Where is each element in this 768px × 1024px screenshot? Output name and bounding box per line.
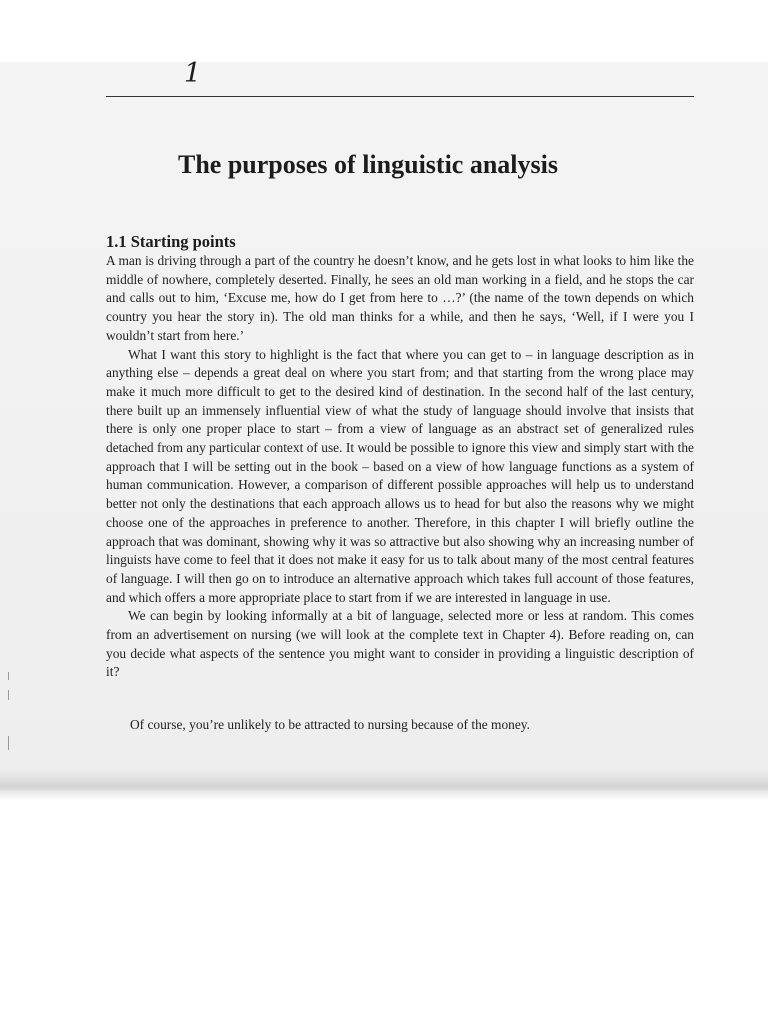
- margin-mark: [8, 690, 9, 700]
- section-heading: 1.1 Starting points: [106, 232, 236, 251]
- paragraph: What I want this story to highlight is the fact that where you can get to – in language description as in anything else – depends a great deal on where you start from; and that starting from the wrong place may make it much more difficult to get to the desired kind of destination. In the second half of the last century, there built up an immensely influential view of what the study of language should involve that insists that there is only one proper place to start – from a view of language as an abstract set of generalized rules detached from any particular context of use. It would be possible to ignore this view and simply start with the approach that I will be setting out in the book – based on a view of how language functions as a system of human communication. However, a comparison of different possible approaches will help us to understand better not only the destinations that each approach allows us to head for but also the reasons why we might choose one of the approaches in preference to another. Therefore, in this chapter I will briefly outline the approach that was dominant, showing why it was so attractive but also showing why an increasing number of linguists have come to feel that it does not make it easy for us to talk about many of the most central features of language. I will then go on to introduce an alternative approach which takes full account of those features, and which offers a more appropriate place to start from if we are interested in language in use.: [106, 346, 694, 605]
- example-sentence: Of course, you’re unlikely to be attracted to nursing because of the money.: [130, 717, 530, 732]
- chapter-title: The purposes of linguistic analysis: [178, 150, 558, 179]
- margin-mark: [8, 736, 9, 750]
- page-edge-shadow: [0, 770, 768, 800]
- chapter-number: 1: [184, 58, 202, 89]
- header-rule: [106, 96, 694, 97]
- paragraph: We can begin by looking informally at a bit of language, selected more or less at random. This comes from an advertisement on nursing (we will look at the complete text in Chapter 4). Before reading on, can you decide what aspects of the sentence you might want to consider in providing a linguistic description of it?: [106, 608, 694, 680]
- body-text: [106, 252, 694, 682]
- margin-mark: [8, 672, 9, 680]
- paragraph: A man is driving through a part of the country he doesn’t know, and he gets lost in what looks to him like the middle of nowhere, completely deserted. Finally, he sees an old man working in a field, and he stops the car and calls out to him, ‘Excuse me, how do I get from here to …?’ (the name of the town depends on which country you hear the story in). The old man thinks for a while, and then he says, ‘Well, if I were you I wouldn’t start from here.’: [106, 253, 694, 343]
